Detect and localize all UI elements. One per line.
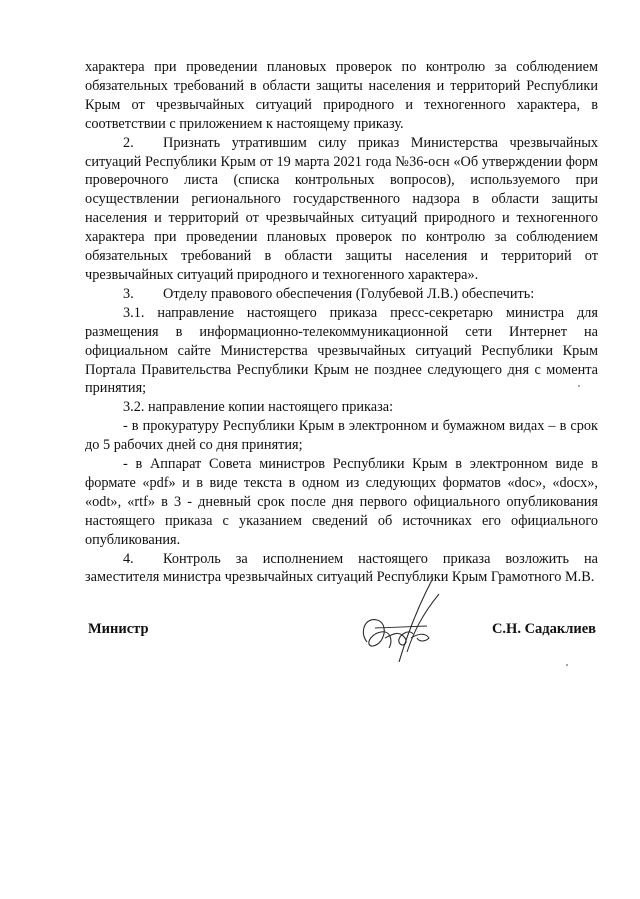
paragraph-number: 3. [123,285,134,302]
paragraph-4 [85,550,598,588]
scan-speck [578,385,580,387]
signature-block [85,618,598,648]
paragraph-text: Контроль за исполнением настоящего приказа возложить на заместителя министра чрезвычайных ситуаций Республики Крым Грамотного М.В. [85,550,598,586]
paragraph-3 [85,285,598,304]
paragraph-3-2-council: - в Аппарат Совета министров Республики Крым в электронном виде в формате «pdf» и в виде текста в одном из следующих форматов «doc», «docx», «odt», «rtf» в 3 - дневный срок после дня первого официального опубликования настоящего приказа с указанием сведений об источниках его официального опубликования. [85,456,598,548]
signatory-title: Министр [88,621,149,637]
paragraph-3-1: 3.1. направление настоящего приказа пресс-секретарю министра для размещения в информационно-телекоммуникационной сети Интернет на официальном сайте Министерства чрезвычайных ситуаций Республики Крым Портала Правительства Республики Крым не позднее следующего дня с момента принятия; [85,304,598,397]
paragraph-2 [85,134,598,285]
paragraph-number: 2. [123,134,134,151]
paragraph-continuation: характера при проведении плановых проверок по контролю за соблюдением обязательных требований в области защиты населения и территорий Республики Крым от чрезвычайных ситуаций природного и техногенного характера, в соответствии с приложением к настоящему приказу. [85,59,598,132]
document-body [85,58,598,587]
paragraph-text: Отделу правового обеспечения (Голубевой Л.В.) обеспечить: [163,285,535,302]
paragraph-3-2: 3.2. направление копии настоящего приказа: [123,399,394,416]
paragraph-3-2-prosecutor: - в прокуратуру Республики Крым в электронном и бумажном видах – в срок до 5 рабочих дней со дня принятия; [85,418,598,454]
paragraph-number: 4. [123,550,134,567]
paragraph-text: Признать утратившим силу приказ Министерства чрезвычайных ситуаций Республики Крым от 19 марта 2021 года №36-осн «Об утверждении форм проверочного листа (списка контрольных вопросов), используемого при осуществлении регионального государственного надзора в области защиты населения и территорий от чрезвычайных ситуаций природного и техногенного характера при проведении плановых проверок по контролю за соблюдением обязательных требований в области защиты населения и территорий от чрезвычайных ситуаций природного и техногенного характера». [85,134,598,283]
scan-speck [566,664,568,666]
signatory-name: С.Н. Садаклиев [491,621,596,637]
